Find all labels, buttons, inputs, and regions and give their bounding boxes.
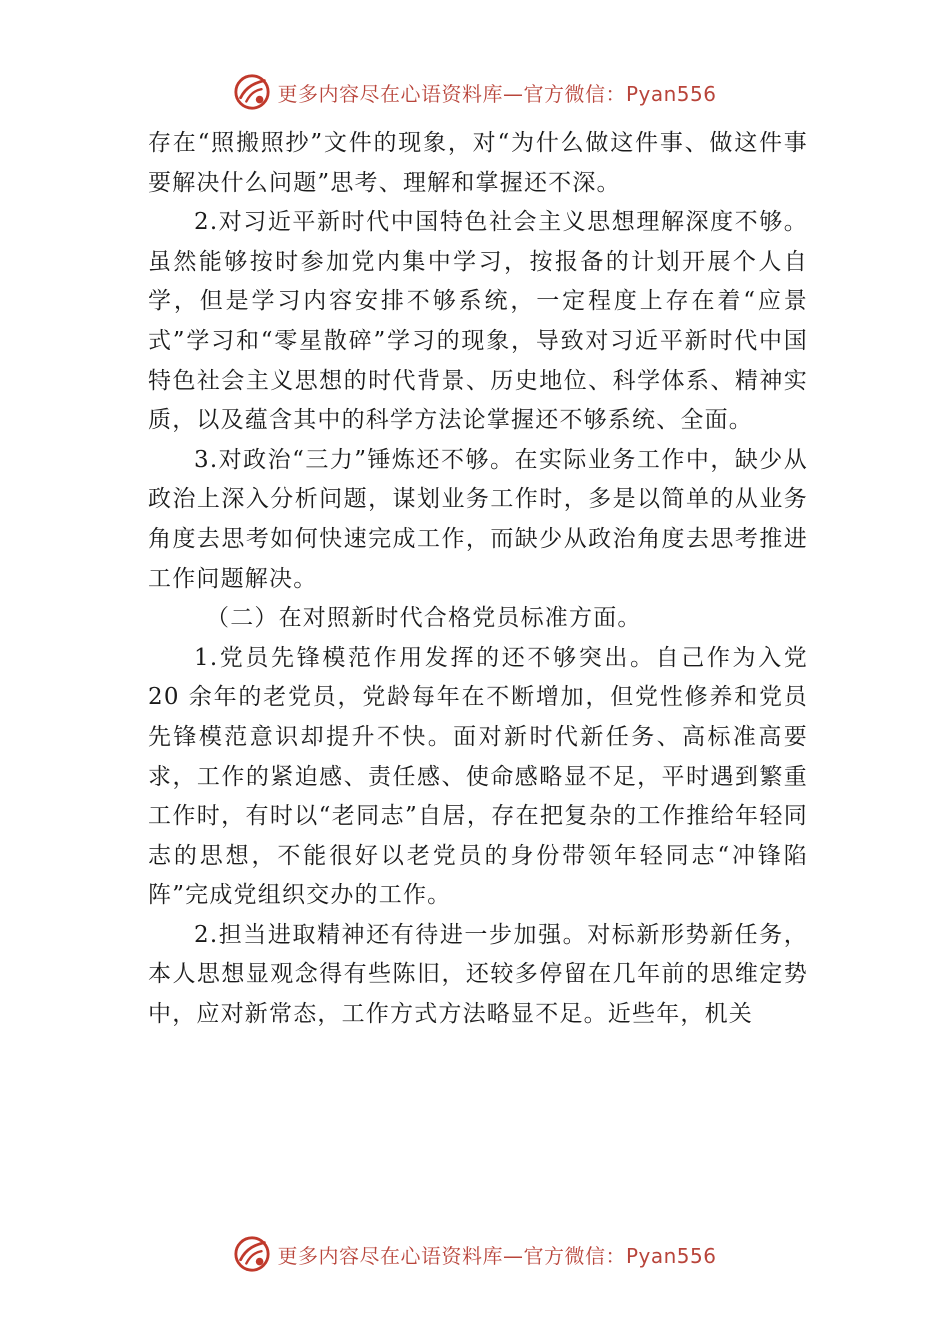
header-banner — [0, 70, 950, 114]
paragraph: 2.担当进取精神还有待进一步加强。对标新形势新任务，本人思想显观念得有些陈旧，还较多停留在几年前的思维定势中，应对新常态，工作方式方法略显不足。近些年，机关 — [148, 921, 808, 1028]
footer-banner-text: 更多内容尽在心语资料库—官方微信：Pyan556 — [277, 1243, 717, 1268]
paragraph: 2.对习近平新时代中国特色社会主义思想理解深度不够。虽然能够按时参加党内集中学习，按报备的计划开展个人自学，但是学习内容安排不够系统，一定程度上存在着“应景式”学习和“零星散碎”学习的现象，导致对习近平新时代中国特色社会主义思想的时代背景、历史地位、科学体系、精神实质，以及蕴含其中的科学方法论掌握还不够系统、全面。 — [148, 209, 808, 434]
logo-icon — [233, 73, 271, 111]
section-heading: （二）在对照新时代合格党员标准方面。 — [206, 605, 642, 632]
header-banner-text: 更多内容尽在心语资料库—官方微信：Pyan556 — [277, 81, 717, 106]
document-body — [148, 124, 808, 1035]
paragraph: 3.对政治“三力”锤炼还不够。在实际业务工作中，缺少从政治上深入分析问题，谋划业务工作时，多是以简单的从业务角度去思考如何快速完成工作，而缺少从政治角度去思考推进工作问题解决。 — [148, 446, 808, 592]
logo-icon — [233, 1235, 271, 1273]
paragraph: 1.党员先锋模范作用发挥的还不够突出。自己作为入党 20 余年的老党员，党龄每年在不断增加，但党性修养和党员先锋模范意识却提升不快。面对新时代新任务、高标准高要求，工作的紧迫感、责任感、使命感略显不足，平时遇到繁重工作时，有时以“老同志”自居，存在把复杂的工作推给年轻同志的思想，不能很好以老党员的身份带领年轻同志“冲锋陷阵”完成党组织交办的工作。 — [148, 644, 808, 909]
paragraph: 存在“照搬照抄”文件的现象，对“为什么做这件事、做这件事要解决什么问题”思考、理解和掌握还不深。 — [148, 130, 808, 196]
footer-banner — [0, 1232, 950, 1276]
